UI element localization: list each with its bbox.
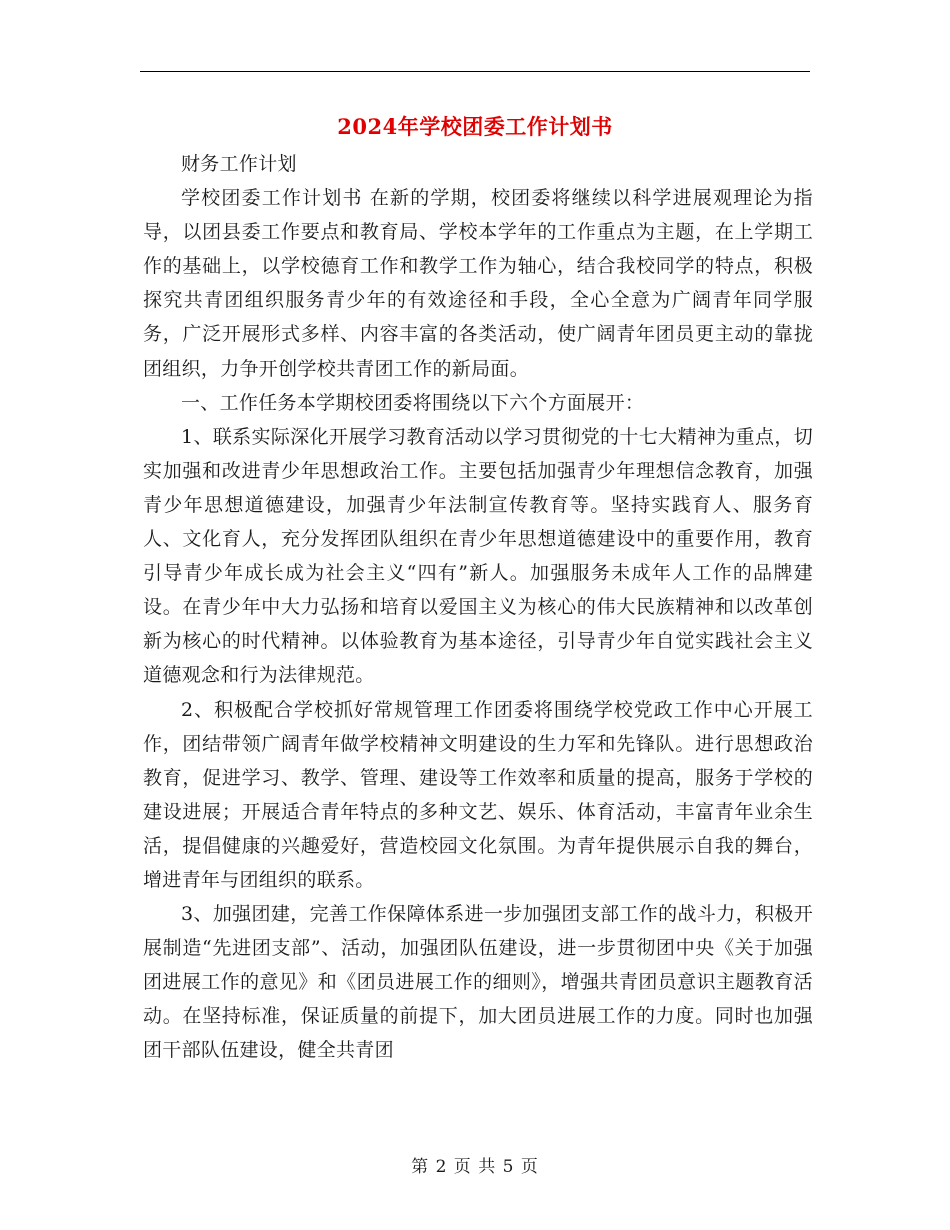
paragraph-section-heading: 一、工作任务本学期校团委将围绕以下六个方面展开： bbox=[181, 391, 645, 414]
page-number-footer: 第 2 页 共 5 页 bbox=[411, 1157, 539, 1177]
paragraph-item-3: 3、加强团建，完善工作保障体系进一步加强团支部工作的战斗力，积极开展制造“先进团支部”、活动，加强团队伍建设，进一步贯彻团中央《关于加强团进展工作的意见》和《团员进展工作的细则》，增强共青团员意识主题教育活动。在坚持标准，保证质量的前提下，加大团员进展工作的力度。同时也加强团干部队伍建设，健全共青团 bbox=[143, 903, 813, 1062]
header-rule bbox=[140, 71, 810, 72]
paragraph-intro: 学校团委工作计划书 在新的学期，校团委将继续以科学进展观理论为指导，以团县委工作要点和教育局、学校本学年的工作重点为主题，在上学期工作的基础上，以学校德育工作和教学工作为轴心，结合我校同学的特点，积极探究共青团组织服务青少年的有效途径和手段，全心全意为广阔青年同学服务，广泛开展形式多样、内容丰富的各类活动，使广阔青年团员更主动的靠拢团组织，力争开创学校共青团工作的新局面。 bbox=[143, 187, 813, 380]
document-title: 2024年学校团委工作计划书 bbox=[337, 114, 613, 139]
document-body bbox=[143, 147, 813, 1068]
paragraph-subtitle: 财务工作计划 bbox=[181, 153, 297, 175]
paragraph-item-1: 1、联系实际深化开展学习教育活动以学习贯彻党的十七大精神为重点，切实加强和改进青少年思想政治工作。主要包括加强青少年理想信念教育，加强青少年思想道德建设，加强青少年法制宣传教育等。坚持实践育人、服务育人、文化育人，充分发挥团队组织在青少年思想道德建设中的重要作用，教育引导青少年成长成为社会主义“四有”新人。加强服务未成年人工作的品牌建设。在青少年中大力弘扬和培育以爱国主义为核心的伟大民族精神和以改革创新为核心的时代精神。以体验教育为基本途径，引导青少年自觉实践社会主义道德观念和行为法律规范。 bbox=[143, 425, 813, 687]
paragraph-item-2: 2、积极配合学校抓好常规管理工作团委将围绕学校党政工作中心开展工作，团结带领广阔青年做学校精神文明建设的生力军和先锋队。进行思想政治教育，促进学习、教学、管理、建设等工作效率和质量的提高，服务于学校的建设进展；开展适合青年特点的多种文艺、娱乐、体育活动，丰富青年业余生活，提倡健康的兴趣爱好，营造校园文化氛围。为青年提供展示自我的舞台，增进青年与团组织的联系。 bbox=[143, 698, 813, 891]
